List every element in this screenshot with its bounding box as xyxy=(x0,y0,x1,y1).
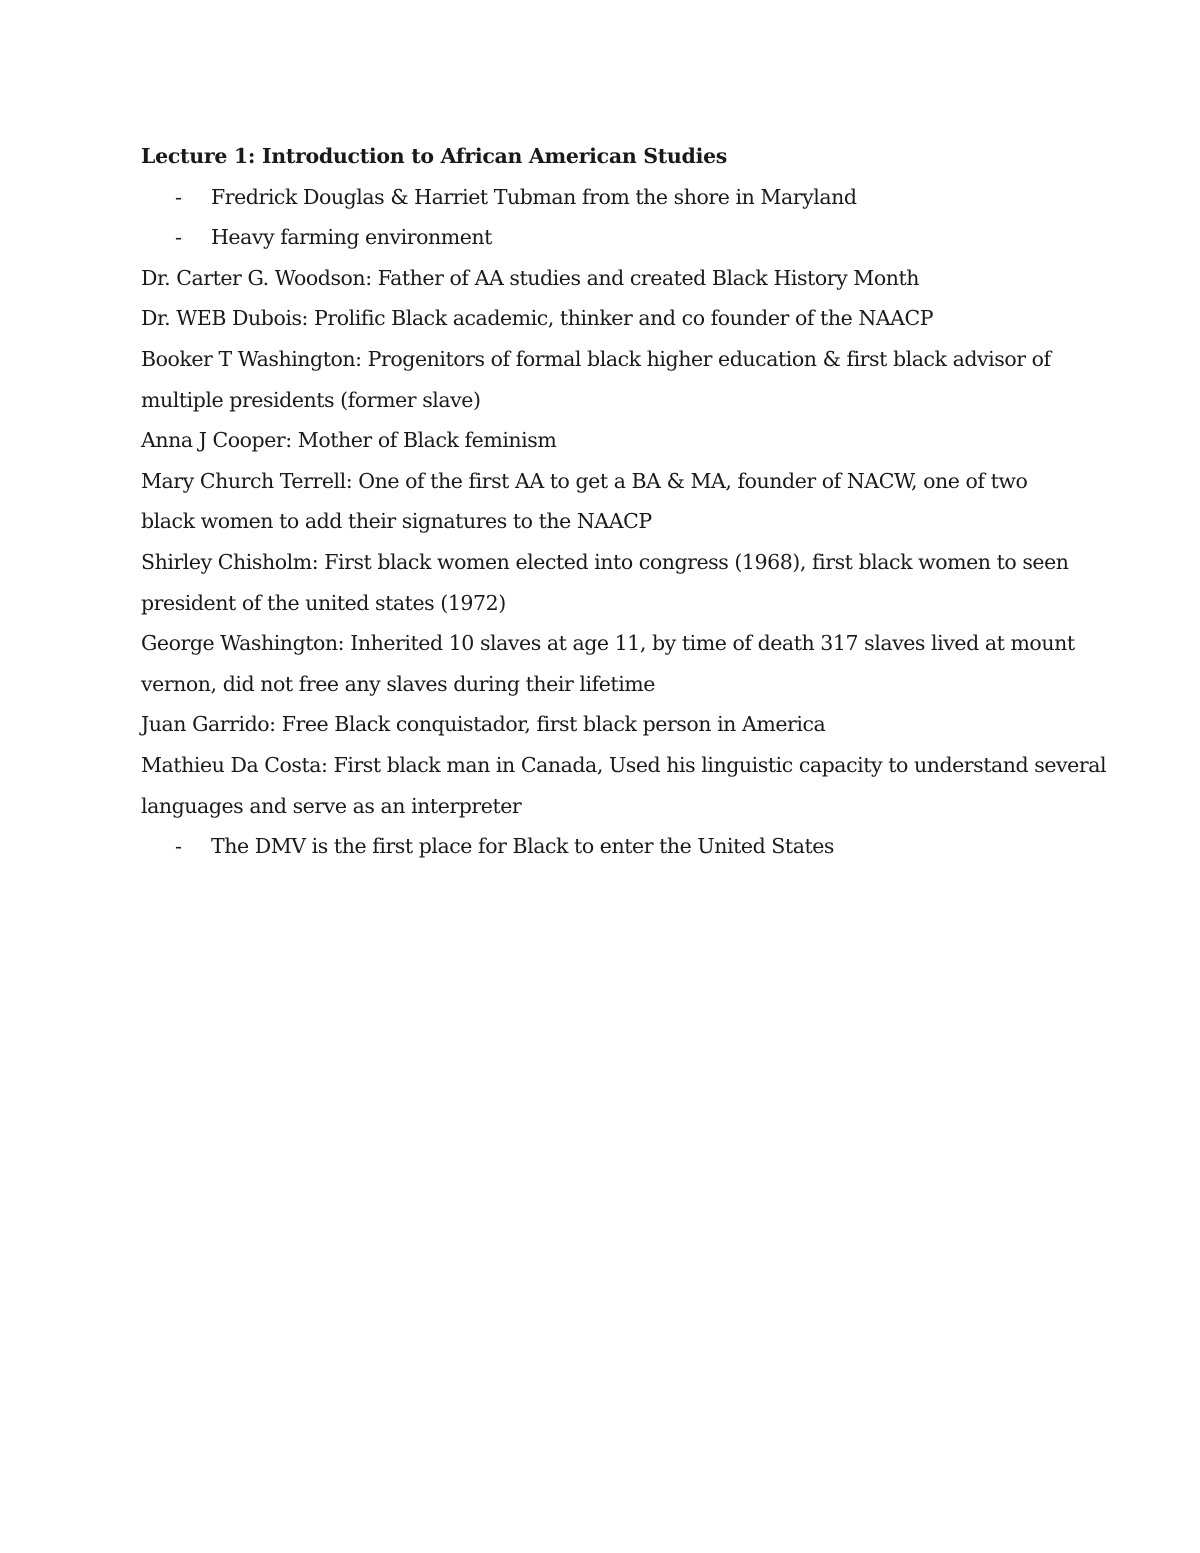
bullet-text: Heavy farming environment xyxy=(211,225,492,250)
paragraph-line-da-costa: Mathieu Da Costa: First black man in Canada, Used his linguistic capacity to understand several xyxy=(141,752,1107,777)
paragraph-line-terrell-cont: black women to add their signatures to the NAACP xyxy=(141,509,652,534)
bullet-text: Fredrick Douglas & Harriet Tubman from the shore in Maryland xyxy=(211,184,857,209)
bullet-text: The DMV is the first place for Black to enter the United States xyxy=(211,834,835,859)
bullet-item xyxy=(141,826,1081,867)
paragraph-line-garrido: Juan Garrido: Free Black conquistador, first black person in America xyxy=(141,712,826,737)
bullet-dash: - xyxy=(175,184,182,209)
paragraph-line-cooper: Anna J Cooper: Mother of Black feminism xyxy=(141,428,557,453)
paragraph-line-george-washington: George Washington: Inherited 10 slaves at age 11, by time of death 317 slaves lived at mount xyxy=(141,631,1075,656)
bullet-dash: - xyxy=(175,225,182,250)
lecture-title: Lecture 1: Introduction to African American Studies xyxy=(141,144,728,168)
document-body xyxy=(141,136,1107,867)
paragraph-line-woodson: Dr. Carter G. Woodson: Father of AA studies and created Black History Month xyxy=(141,265,920,290)
paragraph-line-washington-booker-cont: multiple presidents (former slave) xyxy=(141,387,481,412)
paragraph-line-george-washington-cont: vernon, did not free any slaves during their lifetime xyxy=(141,671,655,696)
paragraph-line-da-costa-cont: languages and serve as an interpreter xyxy=(141,793,522,818)
paragraph-line-dubois: Dr. WEB Dubois: Prolific Black academic, thinker and co founder of the NAACP xyxy=(141,306,934,331)
paragraph-line-washington-booker: Booker T Washington: Progenitors of formal black higher education & first black advisor of xyxy=(141,346,1051,371)
paragraph-line-chisholm: Shirley Chisholm: First black women elected into congress (1968), first black women to seen xyxy=(141,549,1069,574)
bullet-item xyxy=(141,217,1081,258)
bullet-dash: - xyxy=(175,834,182,859)
paragraph-line-chisholm-cont: president of the united states (1972) xyxy=(141,590,506,615)
paragraph-line-terrell: Mary Church Terrell: One of the first AA to get a BA & MA, founder of NACW, one of two xyxy=(141,468,1028,493)
bullet-item xyxy=(141,177,1081,218)
